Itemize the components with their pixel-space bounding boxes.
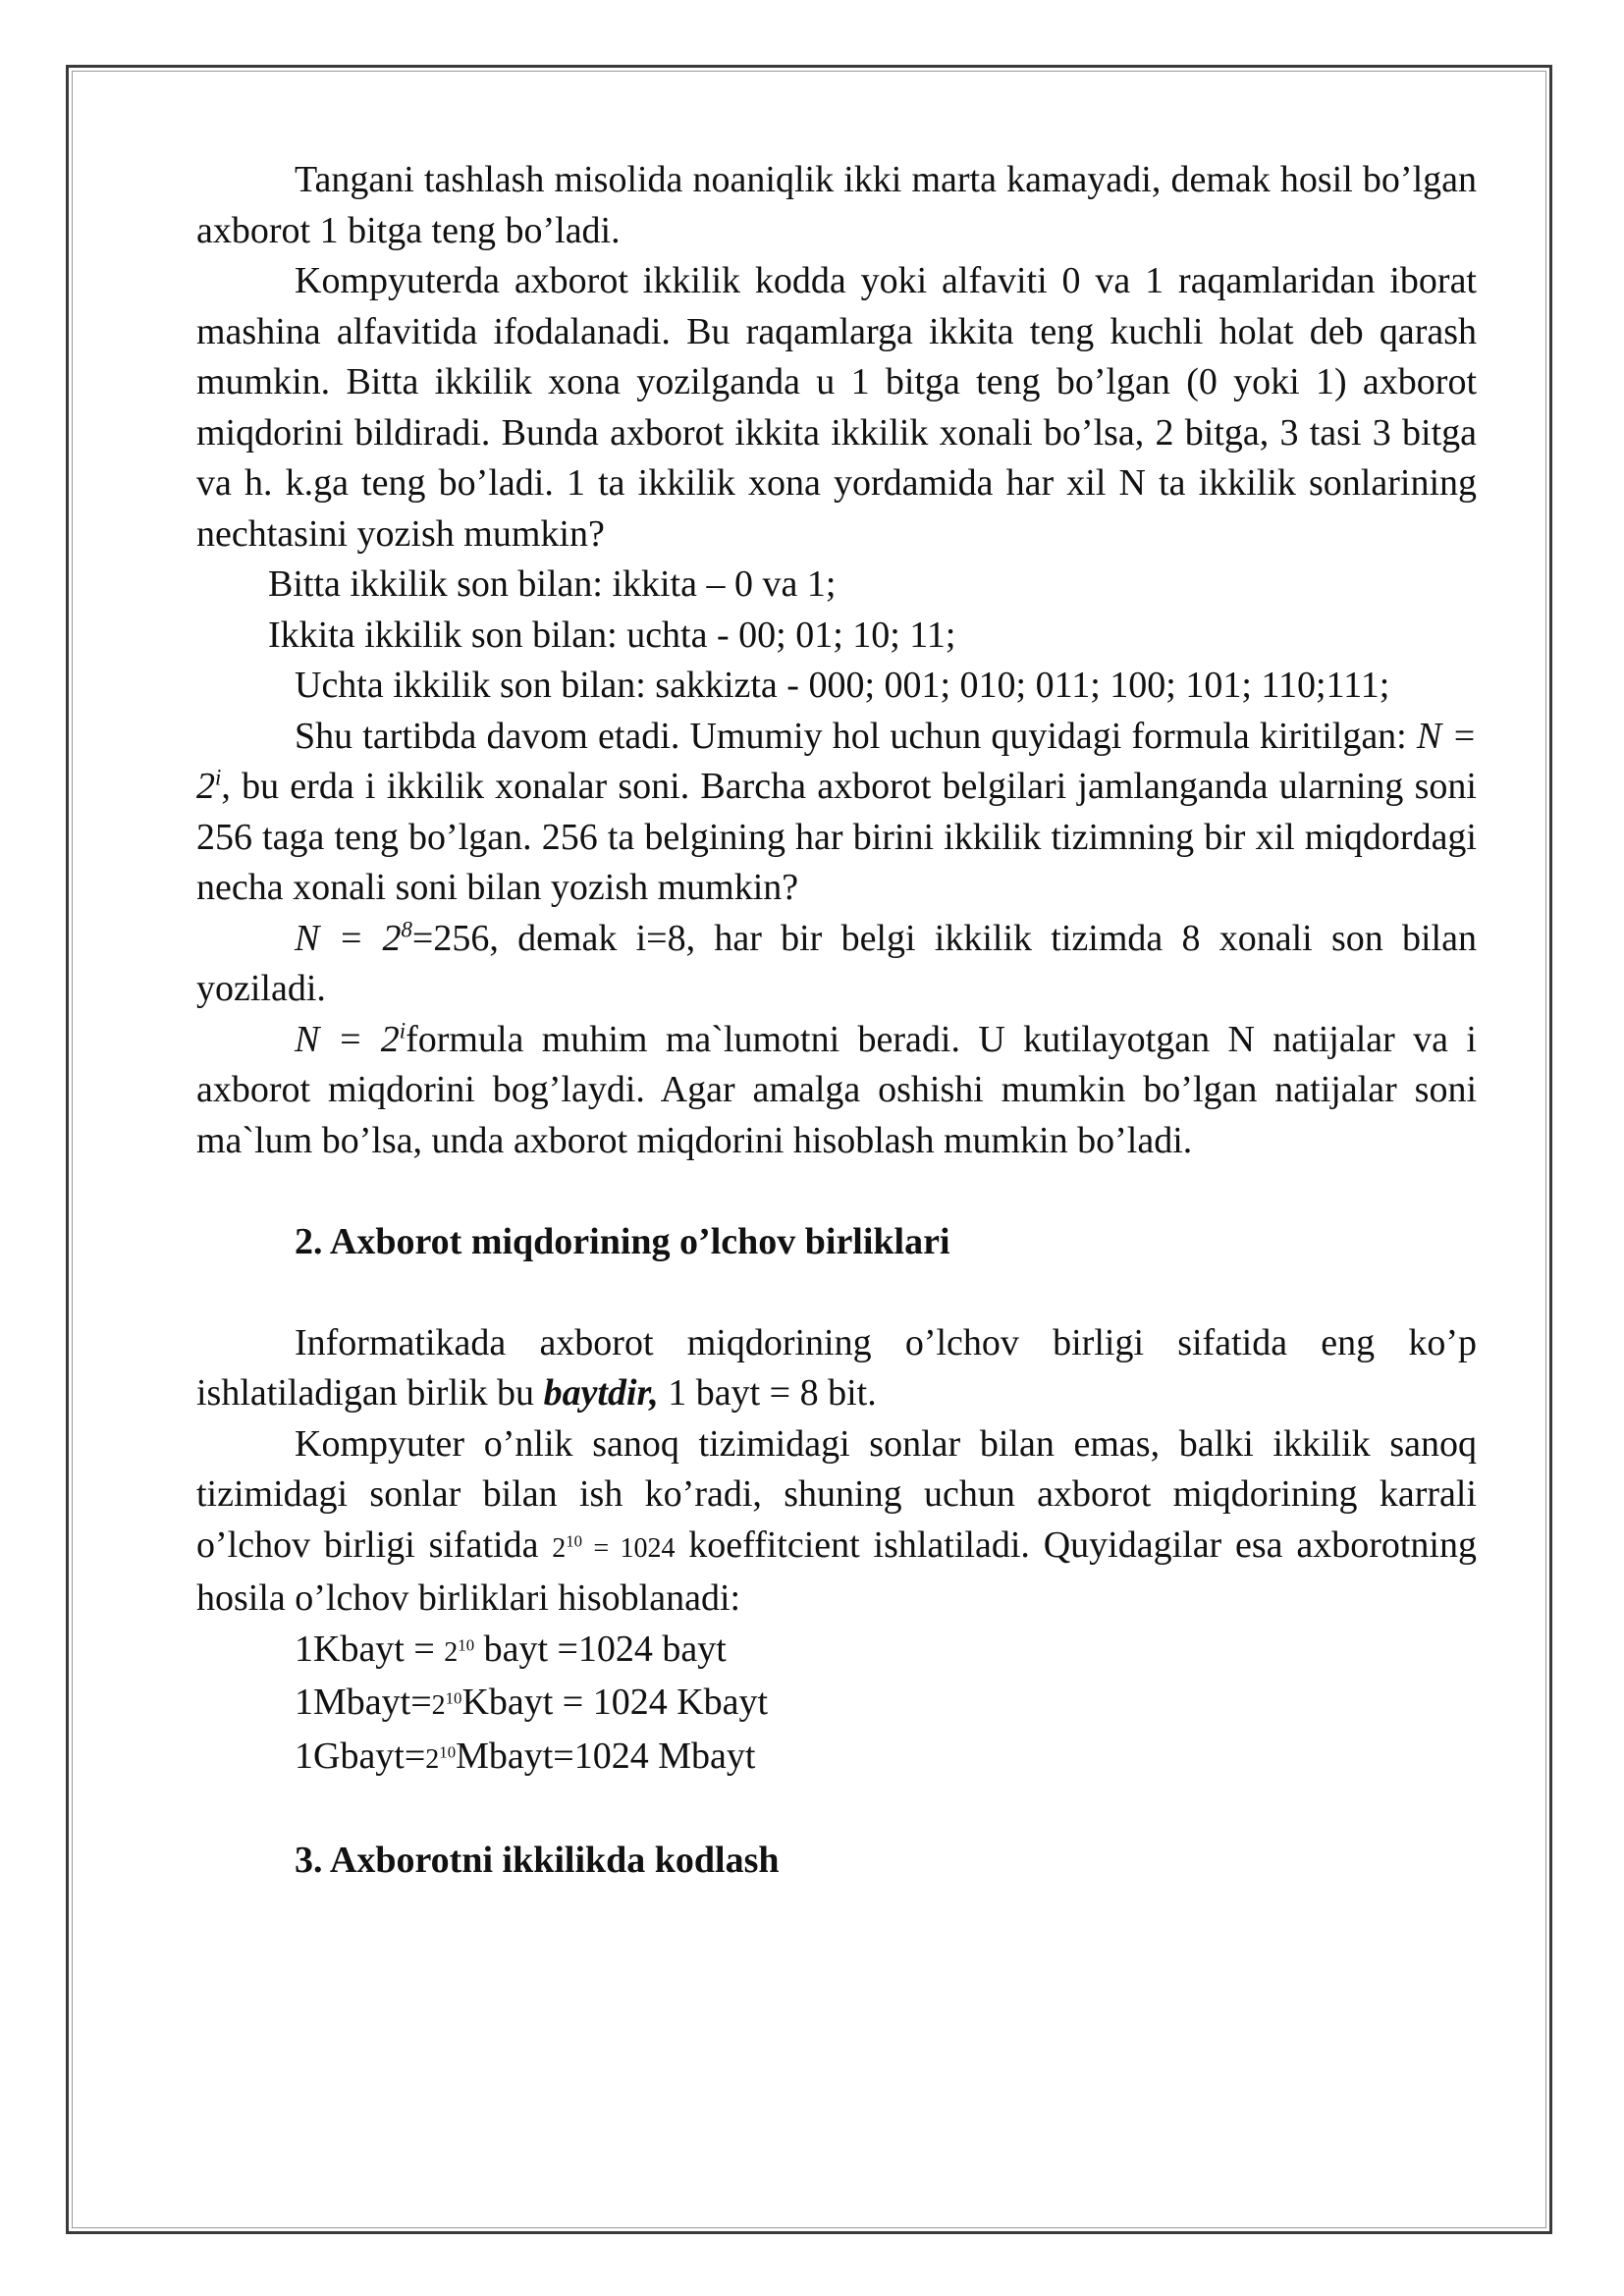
spacer xyxy=(196,1267,1477,1318)
paragraph-text: , bu erda i ikkilik xonalar soni. Barcha axborot belgilari jamlanganda ularning soni 256 taga teng bo’lgan. 256 ta belgining har birini ikkilik tizimning bir xil miqdordagi necha xonali soni bilan yozish mumkin? xyxy=(196,766,1477,908)
spacer xyxy=(196,1785,1477,1836)
power-expression: $2^{10}$ xyxy=(425,1742,457,1775)
formula: $N = 2^i$ xyxy=(295,1017,406,1060)
paragraph-with-formula xyxy=(196,1015,1477,1167)
paragraph: Uchta ikkilik son bilan: sakkizta - 000; 001; 010; 011; 100; 101; 110;111; xyxy=(295,665,1390,706)
power-expression: $2^{10} = 1024$ xyxy=(552,1531,676,1564)
paragraph: Kompyuter o’nlik sanoq tizimidagi sonlar bilan emas, balki ikkilik sanoq tizimidagi sonlar bilan ish ko’radi, shuning uchun axborot miqdorining karrali o’lchov birligi sifatida $2^{10} = 1024$ koeffitcient ishlatiladi. Quyidagilar esa axborotning hosila o’lchov birliklari hisoblanadi: xyxy=(196,1422,1477,1619)
unit-line: $1Mbayt=2^{10}Kbayt = 1024$ Kbayt xyxy=(295,1682,769,1723)
spacer xyxy=(196,1166,1477,1217)
power-expression: $2^{10}$ xyxy=(444,1635,475,1668)
list-line: Ikkita ikkilik son bilan: uchta - 00; 01; 10; 11; xyxy=(268,614,956,656)
paragraph-text: Shu tartibda davom etadi. Umumiy hol uchun quyidagi formula kiritilgan: xyxy=(295,715,1417,757)
unit-line: $1Gbayt=2^{10}Mbayt=1024$ Mbayt xyxy=(295,1735,756,1777)
paragraph: Tangani tashlash misolida noaniqlik ikki marta kamayadi, demak hosil bo’lgan axborot 1 bitga teng bo’ladi. xyxy=(196,159,1477,251)
paragraph-text: formula muhim ma`lumotni beradi. U kutilayotgan N natijalar va i axborot miqdorini bog’laydi. Agar amalga oshishi mumkin bo’lgan natijalar soni ma`lum bo’lsa, unda axborot miqdorini hisoblash mumkin bo’ladi. xyxy=(196,1018,1477,1161)
document-body xyxy=(196,155,1477,1886)
unit-line: 1Kbayt = $2^{10}$ bayt =1024 bayt xyxy=(295,1628,727,1670)
power-expression: $2^{10}$ xyxy=(431,1688,462,1721)
paragraph: Informatikada axborot miqdorining o’lchov birligi sifatida eng ko’p ishlatiladigan birlik bu baytdir, 1 bayt = 8 bit. xyxy=(196,1321,1477,1414)
list-line: Bitta ikkilik son bilan: ikkita – 0 va 1; xyxy=(268,563,837,605)
section-heading: 3. Axborotni ikkilikda kodlash xyxy=(295,1839,780,1881)
paragraph-text: =256, demak i=8, har bir belgi ikkilik tizimda 8 xonali son bilan yoziladi. xyxy=(196,917,1477,1009)
paragraph: Kompyuterda axborot ikkilik kodda yoki alfaviti 0 va 1 raqamlaridan iborat mashina alfavitida ifodalanadi. Bu raqamlarga ikkita teng kuchli holat deb qarash mumkin. Bitta ikkilik xona yozilganda u 1 bitga teng bo’lgan (0 yoki 1) axborot miqdorini bildiradi. Bunda axborot ikkita ikkilik xonali bo’lsa, 2 bitga, 3 tasi 3 bitga va h. k.ga teng bo’ladi. 1 ta ikkilik xona yordamida har xil N ta ikkilik sonlarining nechtasini yozish mumkin? xyxy=(196,260,1477,555)
formula: $N = 2^8$ xyxy=(295,916,412,959)
paragraph-with-formula xyxy=(196,914,1477,1015)
emphasis: baytdir, xyxy=(543,1372,659,1414)
formula: $N = 2^i$ xyxy=(196,715,1477,807)
paragraph-with-formula xyxy=(196,712,1477,914)
section-heading: 2. Axborot miqdorining o’lchov birliklari xyxy=(295,1220,950,1262)
